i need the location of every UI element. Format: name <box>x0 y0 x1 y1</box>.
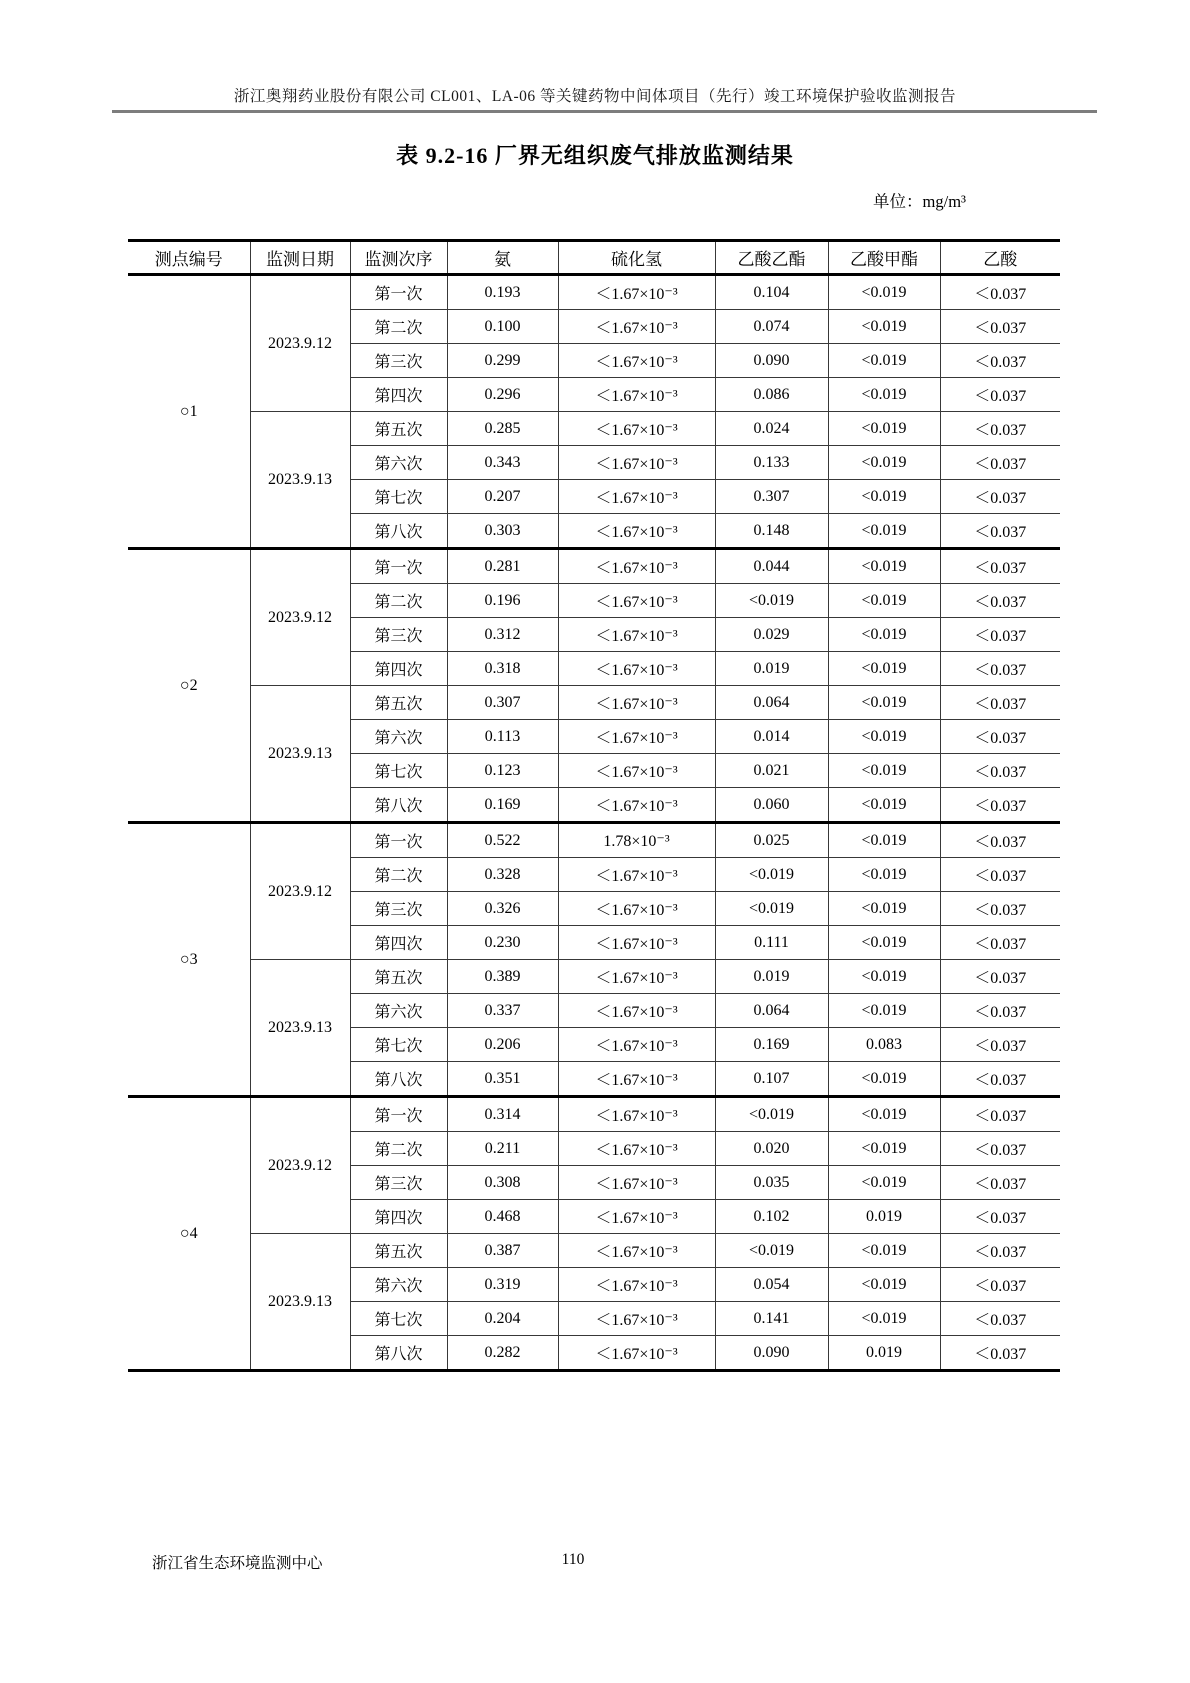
value-cell: 0.133 <box>715 446 828 480</box>
value-cell: 0.308 <box>447 1166 558 1200</box>
point-section <box>128 823 1060 1097</box>
page-title: 表 9.2-16 厂界无组织废气排放监测结果 <box>396 143 794 168</box>
value-cell: ＜1.67×10⁻³ <box>558 1132 715 1166</box>
value-cell: 0.328 <box>447 858 558 892</box>
value-cell: <0.019 <box>828 310 940 344</box>
value-cell: ＜1.67×10⁻³ <box>558 514 715 549</box>
value-cell: ＜0.037 <box>940 720 1060 754</box>
value-cell: <0.019 <box>828 754 940 788</box>
value-cell: 0.014 <box>715 720 828 754</box>
table-row <box>128 412 1060 446</box>
value-cell: ＜1.67×10⁻³ <box>558 960 715 994</box>
page-number: 110 <box>561 1551 585 1568</box>
point-id-cell: ○4 <box>128 1097 250 1371</box>
date-cell: 2023.9.12 <box>250 549 350 686</box>
table-row <box>128 275 1060 310</box>
value-cell: ＜1.67×10⁻³ <box>558 1302 715 1336</box>
value-cell: 0.169 <box>715 1028 828 1062</box>
column-header: 硫化氢 <box>558 241 715 275</box>
value-cell: ＜1.67×10⁻³ <box>558 1200 715 1234</box>
value-cell: ＜0.037 <box>940 960 1060 994</box>
value-cell: <0.019 <box>828 378 940 412</box>
sequence-cell: 第六次 <box>350 720 447 754</box>
value-cell: ＜0.037 <box>940 1336 1060 1371</box>
value-cell: 0.326 <box>447 892 558 926</box>
date-cell: 2023.9.13 <box>250 960 350 1097</box>
value-cell: ＜0.037 <box>940 994 1060 1028</box>
value-cell: <0.019 <box>828 412 940 446</box>
point-section <box>128 275 1060 549</box>
sequence-cell: 第八次 <box>350 788 447 823</box>
value-cell: <0.019 <box>715 1097 828 1132</box>
value-cell: <0.019 <box>828 1166 940 1200</box>
value-cell: <0.019 <box>828 858 940 892</box>
value-cell: ＜1.67×10⁻³ <box>558 446 715 480</box>
value-cell: <0.019 <box>828 549 940 584</box>
value-cell: 0.148 <box>715 514 828 549</box>
column-header: 乙酸 <box>940 241 1060 275</box>
table-row <box>128 823 1060 858</box>
value-cell: <0.019 <box>715 892 828 926</box>
value-cell: ＜1.67×10⁻³ <box>558 926 715 960</box>
sequence-cell: 第二次 <box>350 1132 447 1166</box>
value-cell: <0.019 <box>828 1302 940 1336</box>
value-cell: ＜0.037 <box>940 310 1060 344</box>
value-cell: ＜1.67×10⁻³ <box>558 1166 715 1200</box>
value-cell: ＜0.037 <box>940 344 1060 378</box>
value-cell: 0.169 <box>447 788 558 823</box>
value-cell: <0.019 <box>828 446 940 480</box>
value-cell: 0.102 <box>715 1200 828 1234</box>
value-cell: 0.054 <box>715 1268 828 1302</box>
table-row <box>128 1097 1060 1132</box>
value-cell: 0.387 <box>447 1234 558 1268</box>
value-cell: 0.113 <box>447 720 558 754</box>
value-cell: ＜0.037 <box>940 584 1060 618</box>
value-cell: ＜0.037 <box>940 1028 1060 1062</box>
value-cell: <0.019 <box>828 1268 940 1302</box>
value-cell: 0.314 <box>447 1097 558 1132</box>
value-cell: 0.141 <box>715 1302 828 1336</box>
value-cell: ＜1.67×10⁻³ <box>558 584 715 618</box>
value-cell: ＜0.037 <box>940 823 1060 858</box>
value-cell: ＜1.67×10⁻³ <box>558 652 715 686</box>
point-id-cell: ○2 <box>128 549 250 823</box>
value-cell: 1.78×10⁻³ <box>558 823 715 858</box>
value-cell: 0.064 <box>715 686 828 720</box>
sequence-cell: 第四次 <box>350 926 447 960</box>
value-cell: ＜0.037 <box>940 754 1060 788</box>
value-cell: 0.204 <box>447 1302 558 1336</box>
value-cell: 0.206 <box>447 1028 558 1062</box>
value-cell: 0.086 <box>715 378 828 412</box>
table-row <box>128 1234 1060 1268</box>
column-header: 监测日期 <box>250 241 350 275</box>
sequence-cell: 第一次 <box>350 1097 447 1132</box>
value-cell: 0.107 <box>715 1062 828 1097</box>
column-header: 氨 <box>447 241 558 275</box>
value-cell: 0.100 <box>447 310 558 344</box>
footer-organization: 浙江省生态环境监测中心 <box>152 1555 323 1572</box>
column-header: 监测次序 <box>350 241 447 275</box>
sequence-cell: 第七次 <box>350 754 447 788</box>
value-cell: 0.319 <box>447 1268 558 1302</box>
date-cell: 2023.9.12 <box>250 275 350 412</box>
table-row <box>128 960 1060 994</box>
value-cell: ＜1.67×10⁻³ <box>558 994 715 1028</box>
value-cell: ＜0.037 <box>940 1268 1060 1302</box>
value-cell: ＜1.67×10⁻³ <box>558 1097 715 1132</box>
value-cell: ＜0.037 <box>940 378 1060 412</box>
value-cell: 0.307 <box>447 686 558 720</box>
value-cell: ＜0.037 <box>940 1132 1060 1166</box>
sequence-cell: 第七次 <box>350 1302 447 1336</box>
value-cell: ＜1.67×10⁻³ <box>558 1234 715 1268</box>
value-cell: 0.230 <box>447 926 558 960</box>
value-cell: ＜0.037 <box>940 412 1060 446</box>
date-cell: 2023.9.13 <box>250 412 350 549</box>
value-cell: <0.019 <box>828 652 940 686</box>
value-cell: 0.312 <box>447 618 558 652</box>
value-cell: 0.019 <box>828 1336 940 1371</box>
value-cell: 0.035 <box>715 1166 828 1200</box>
value-cell: ＜0.037 <box>940 1097 1060 1132</box>
value-cell: <0.019 <box>828 926 940 960</box>
value-cell: 0.090 <box>715 1336 828 1371</box>
sequence-cell: 第六次 <box>350 1268 447 1302</box>
value-cell: ＜0.037 <box>940 788 1060 823</box>
value-cell: ＜0.037 <box>940 1200 1060 1234</box>
sequence-cell: 第二次 <box>350 584 447 618</box>
value-cell: 0.029 <box>715 618 828 652</box>
point-section <box>128 549 1060 823</box>
value-cell: 0.193 <box>447 275 558 310</box>
value-cell: <0.019 <box>828 788 940 823</box>
point-id-cell: ○3 <box>128 823 250 1097</box>
column-header: 乙酸甲酯 <box>828 241 940 275</box>
value-cell: ＜0.037 <box>940 926 1060 960</box>
value-cell: ＜0.037 <box>940 480 1060 514</box>
value-cell: 0.343 <box>447 446 558 480</box>
value-cell: 0.044 <box>715 549 828 584</box>
column-header: 测点编号 <box>128 241 250 275</box>
value-cell: 0.111 <box>715 926 828 960</box>
sequence-cell: 第三次 <box>350 618 447 652</box>
sequence-cell: 第一次 <box>350 823 447 858</box>
value-cell: 0.296 <box>447 378 558 412</box>
unit-label: 单位：mg/m³ <box>873 192 966 211</box>
value-cell: <0.019 <box>828 960 940 994</box>
value-cell: ＜1.67×10⁻³ <box>558 686 715 720</box>
sequence-cell: 第五次 <box>350 686 447 720</box>
monitoring-table <box>128 239 1060 1372</box>
sequence-cell: 第五次 <box>350 1234 447 1268</box>
value-cell: 0.060 <box>715 788 828 823</box>
sequence-cell: 第二次 <box>350 858 447 892</box>
value-cell: <0.019 <box>715 858 828 892</box>
value-cell: 0.196 <box>447 584 558 618</box>
value-cell: 0.337 <box>447 994 558 1028</box>
value-cell: ＜0.037 <box>940 652 1060 686</box>
sequence-cell: 第七次 <box>350 480 447 514</box>
value-cell: 0.123 <box>447 754 558 788</box>
value-cell: ＜0.037 <box>940 618 1060 652</box>
value-cell: ＜0.037 <box>940 446 1060 480</box>
value-cell: 0.281 <box>447 549 558 584</box>
running-header: 浙江奥翔药业股份有限公司 CL001、LA-06 等关键药物中间体项目（先行）竣工环境保护验收监测报告 <box>233 88 957 105</box>
date-cell: 2023.9.13 <box>250 1234 350 1371</box>
value-cell: 0.074 <box>715 310 828 344</box>
sequence-cell: 第二次 <box>350 310 447 344</box>
point-id-cell: ○1 <box>128 275 250 549</box>
value-cell: ＜0.037 <box>940 858 1060 892</box>
value-cell: <0.019 <box>715 584 828 618</box>
date-cell: 2023.9.12 <box>250 1097 350 1234</box>
value-cell: 0.019 <box>715 960 828 994</box>
value-cell: <0.019 <box>828 823 940 858</box>
value-cell: 0.468 <box>447 1200 558 1234</box>
date-cell: 2023.9.13 <box>250 686 350 823</box>
value-cell: ＜1.67×10⁻³ <box>558 892 715 926</box>
value-cell: 0.025 <box>715 823 828 858</box>
value-cell: 0.090 <box>715 344 828 378</box>
value-cell: ＜1.67×10⁻³ <box>558 720 715 754</box>
value-cell: ＜1.67×10⁻³ <box>558 754 715 788</box>
value-cell: ＜0.037 <box>940 1302 1060 1336</box>
value-cell: ＜0.037 <box>940 1166 1060 1200</box>
sequence-cell: 第三次 <box>350 1166 447 1200</box>
column-header: 乙酸乙酯 <box>715 241 828 275</box>
value-cell: <0.019 <box>828 686 940 720</box>
point-section <box>128 1097 1060 1371</box>
value-cell: <0.019 <box>828 720 940 754</box>
value-cell: ＜1.67×10⁻³ <box>558 378 715 412</box>
value-cell: ＜1.67×10⁻³ <box>558 480 715 514</box>
sequence-cell: 第四次 <box>350 378 447 412</box>
sequence-cell: 第八次 <box>350 1062 447 1097</box>
sequence-cell: 第五次 <box>350 412 447 446</box>
value-cell: <0.019 <box>828 994 940 1028</box>
sequence-cell: 第三次 <box>350 344 447 378</box>
table-row <box>128 549 1060 584</box>
sequence-cell: 第四次 <box>350 1200 447 1234</box>
value-cell: ＜0.037 <box>940 514 1060 549</box>
sequence-cell: 第五次 <box>350 960 447 994</box>
value-cell: ＜0.037 <box>940 892 1060 926</box>
value-cell: 0.307 <box>715 480 828 514</box>
value-cell: ＜1.67×10⁻³ <box>558 1268 715 1302</box>
sequence-cell: 第四次 <box>350 652 447 686</box>
value-cell: ＜1.67×10⁻³ <box>558 1028 715 1062</box>
sequence-cell: 第八次 <box>350 514 447 549</box>
value-cell: <0.019 <box>828 1132 940 1166</box>
value-cell: <0.019 <box>828 584 940 618</box>
value-cell: ＜1.67×10⁻³ <box>558 1062 715 1097</box>
value-cell: ＜0.037 <box>940 686 1060 720</box>
value-cell: <0.019 <box>828 344 940 378</box>
value-cell: <0.019 <box>828 1062 940 1097</box>
value-cell: <0.019 <box>715 1234 828 1268</box>
value-cell: 0.207 <box>447 480 558 514</box>
value-cell: 0.019 <box>828 1200 940 1234</box>
value-cell: ＜0.037 <box>940 275 1060 310</box>
value-cell: 0.211 <box>447 1132 558 1166</box>
value-cell: 0.389 <box>447 960 558 994</box>
value-cell: ＜1.67×10⁻³ <box>558 788 715 823</box>
value-cell: 0.020 <box>715 1132 828 1166</box>
value-cell: 0.282 <box>447 1336 558 1371</box>
value-cell: <0.019 <box>828 275 940 310</box>
sequence-cell: 第一次 <box>350 549 447 584</box>
value-cell: ＜1.67×10⁻³ <box>558 858 715 892</box>
value-cell: 0.019 <box>715 652 828 686</box>
value-cell: ＜0.037 <box>940 1234 1060 1268</box>
sequence-cell: 第六次 <box>350 446 447 480</box>
value-cell: ＜1.67×10⁻³ <box>558 275 715 310</box>
value-cell: 0.318 <box>447 652 558 686</box>
value-cell: 0.083 <box>828 1028 940 1062</box>
sequence-cell: 第三次 <box>350 892 447 926</box>
sequence-cell: 第七次 <box>350 1028 447 1062</box>
value-cell: ＜0.037 <box>940 1062 1060 1097</box>
value-cell: ＜1.67×10⁻³ <box>558 310 715 344</box>
sequence-cell: 第八次 <box>350 1336 447 1371</box>
value-cell: 0.351 <box>447 1062 558 1097</box>
date-cell: 2023.9.12 <box>250 823 350 960</box>
value-cell: ＜1.67×10⁻³ <box>558 412 715 446</box>
value-cell: <0.019 <box>828 892 940 926</box>
sequence-cell: 第六次 <box>350 994 447 1028</box>
table-row <box>128 686 1060 720</box>
value-cell: <0.019 <box>828 1097 940 1132</box>
value-cell: 0.024 <box>715 412 828 446</box>
sequence-cell: 第一次 <box>350 275 447 310</box>
header-rule <box>112 110 1097 113</box>
value-cell: <0.019 <box>828 480 940 514</box>
value-cell: ＜1.67×10⁻³ <box>558 344 715 378</box>
value-cell: 0.064 <box>715 994 828 1028</box>
value-cell: 0.104 <box>715 275 828 310</box>
value-cell: 0.021 <box>715 754 828 788</box>
value-cell: ＜1.67×10⁻³ <box>558 618 715 652</box>
value-cell: <0.019 <box>828 618 940 652</box>
value-cell: ＜1.67×10⁻³ <box>558 1336 715 1371</box>
table-container <box>128 239 1060 1372</box>
value-cell: <0.019 <box>828 514 940 549</box>
value-cell: 0.522 <box>447 823 558 858</box>
value-cell: ＜0.037 <box>940 549 1060 584</box>
table-header-row <box>128 241 1060 275</box>
value-cell: ＜1.67×10⁻³ <box>558 549 715 584</box>
value-cell: 0.299 <box>447 344 558 378</box>
value-cell: 0.303 <box>447 514 558 549</box>
value-cell: 0.285 <box>447 412 558 446</box>
value-cell: <0.019 <box>828 1234 940 1268</box>
